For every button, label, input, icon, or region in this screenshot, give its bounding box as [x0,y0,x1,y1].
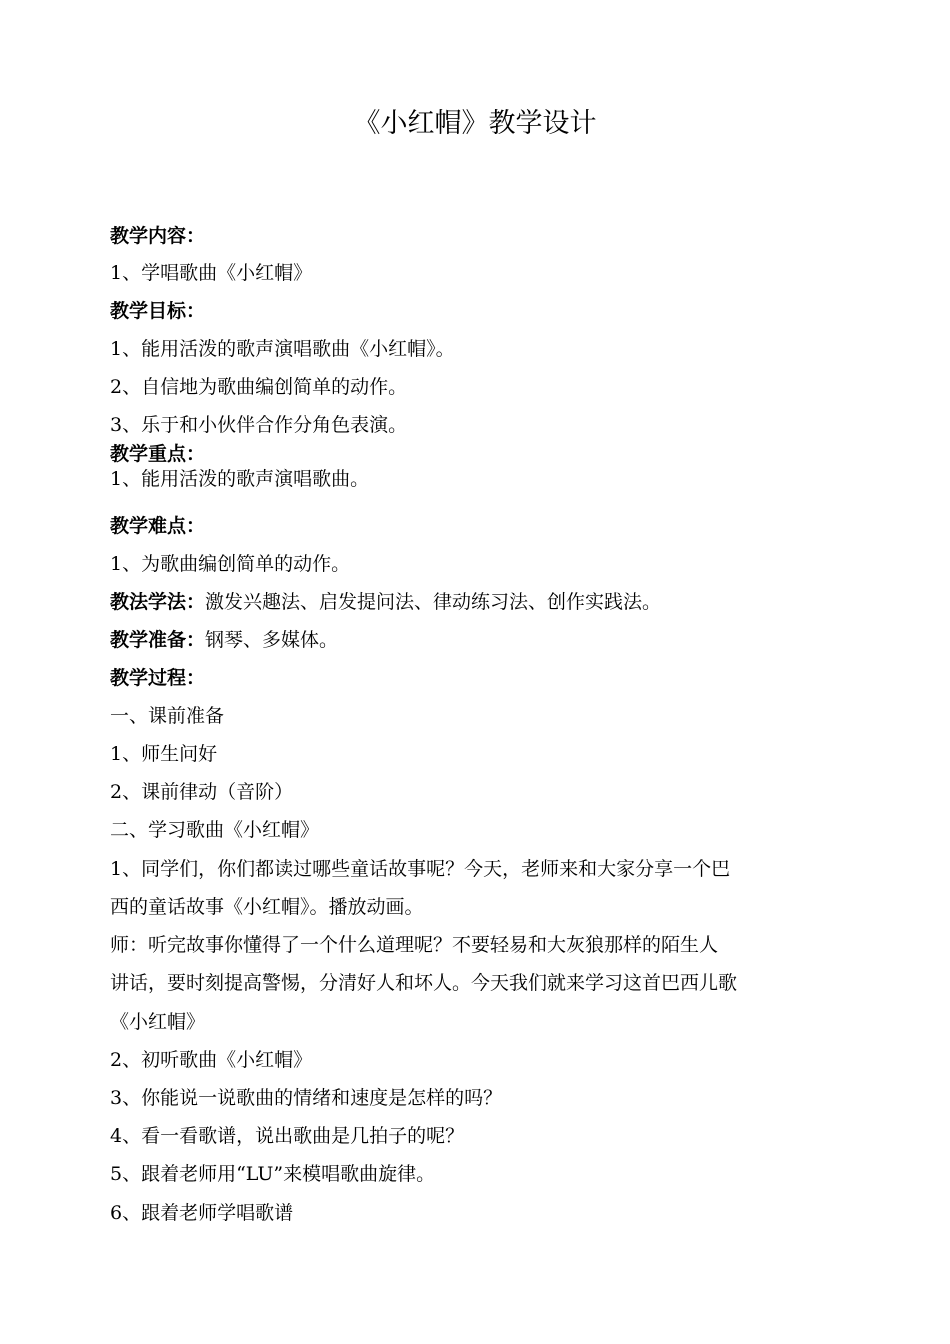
process-line: 6、跟着老师学唱歌谱 [110,1202,294,1224]
goal-item: 3、乐于和小伙伴合作分角色表演。 [110,414,408,436]
content-item: 1、学唱歌曲《小红帽》 [110,262,313,284]
process-line: 2、课前律动（音阶） [110,781,294,803]
content-heading: 教学内容： [110,225,206,247]
goal-item: 2、自信地为歌曲编创简单的动作。 [110,376,408,398]
methods-line [110,588,850,616]
goals-heading: 教学目标： [110,300,206,322]
methods-text: 激发兴趣法、启发提问法、律动练习法、创作实践法。 [205,591,662,613]
process-line: 5、跟着老师用“LU”来模唱歌曲旋律。 [110,1163,436,1185]
process-line: 讲话，要时刻提高警惕，分清好人和坏人。今天我们就来学习这首巴西儿歌 [110,972,738,994]
process-line: 1、师生问好 [110,743,218,765]
process-line: 师：听完故事你懂得了一个什么道理呢？不要轻易和大灰狼那样的陌生人 [110,934,719,956]
process-line: 1、同学们，你们都读过哪些童话故事呢？今天，老师来和大家分享一个巴 [110,858,731,880]
process-line: 4、看一看歌谱，说出歌曲是几拍子的呢？ [110,1125,465,1147]
process-line: 3、你能说一说歌曲的情绪和速度是怎样的吗？ [110,1087,503,1109]
process-line: 二、学习歌曲《小红帽》 [110,819,320,841]
key-item: 1、能用活泼的歌声演唱歌曲。 [110,468,370,490]
key-heading: 教学重点： [110,443,206,465]
process-line: 一、课前准备 [110,705,225,727]
goal-item: 1、能用活泼的歌声演唱歌曲《小红帽》。 [110,338,455,360]
process-line: 《小红帽》 [110,1011,206,1033]
difficulty-heading: 教学难点： [110,515,206,537]
process-line: 2、初听歌曲《小红帽》 [110,1049,313,1071]
prep-text: 钢琴、多媒体。 [205,629,339,651]
prep-label: 教学准备： [110,629,206,651]
page-title: 《小红帽》教学设计 [353,108,597,139]
methods-label: 教法学法： [110,591,206,613]
process-line: 西的童话故事《小红帽》。播放动画。 [110,896,424,918]
process-heading: 教学过程： [110,667,206,689]
difficulty-item: 1、为歌曲编创简单的动作。 [110,553,351,575]
prep-line [110,626,850,654]
